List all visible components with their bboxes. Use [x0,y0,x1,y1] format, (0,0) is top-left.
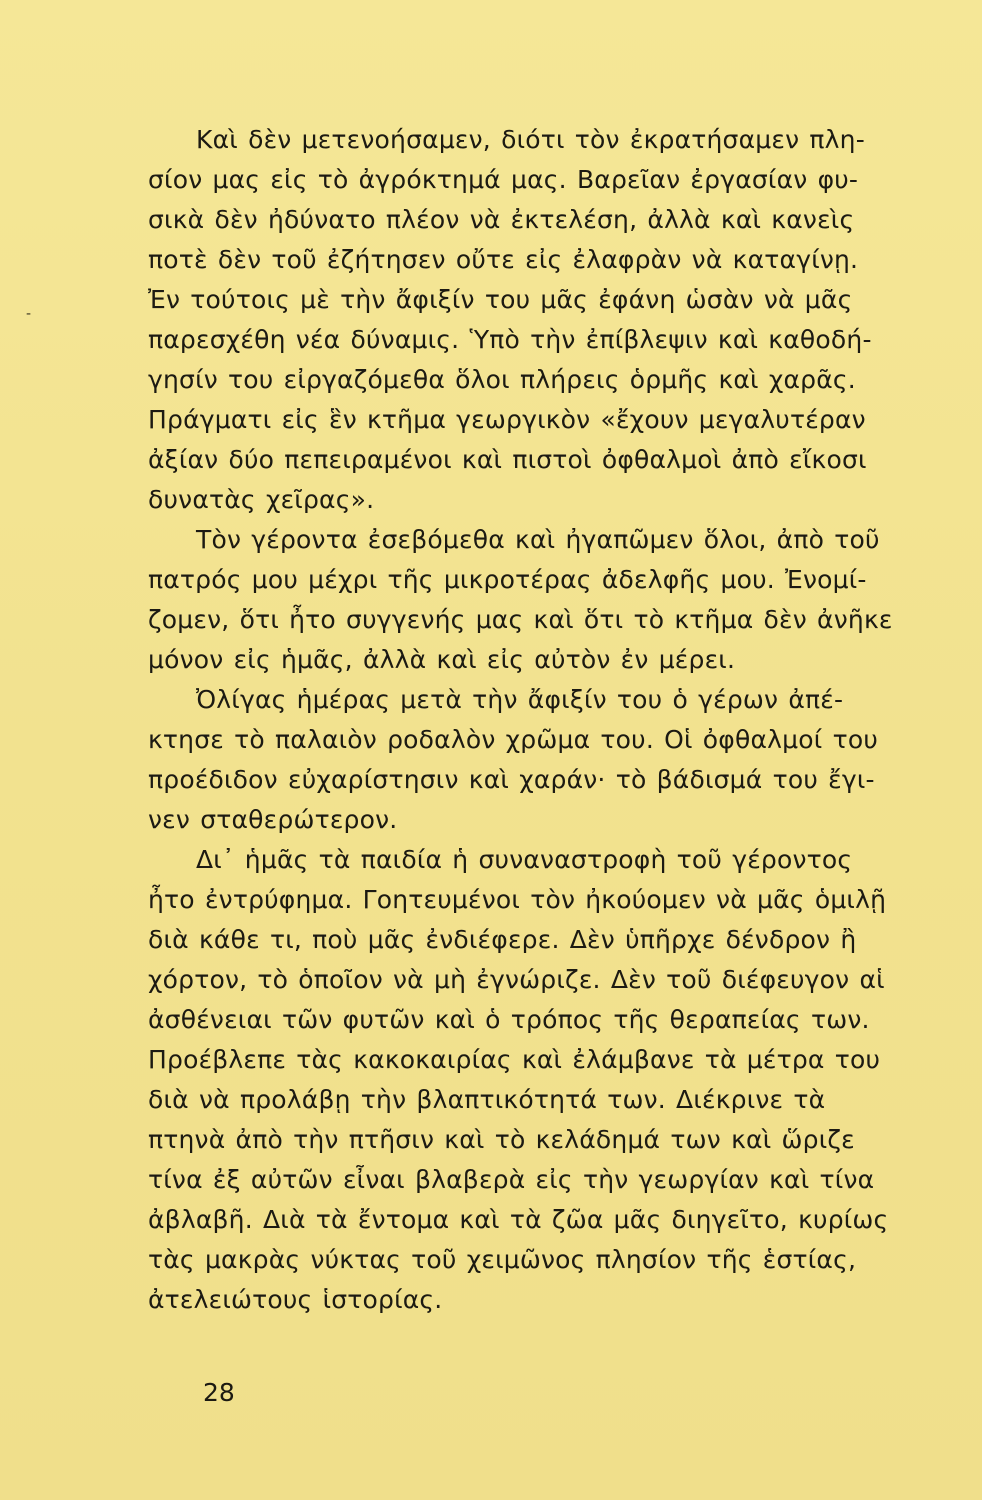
text-line: ποτὲ δὲν τοῦ ἐζήτησεν οὔτε εἰς ἐλαφρὰν νὰ καταγίνῃ. [148,245,859,274]
text-line: πατρός μου μέχρι τῆς μικροτέρας ἀδελφῆς μου. Ἐνομί- [148,565,867,594]
text-line: τίνα ἐξ αὐτῶν εἶναι βλαβερὰ εἰς τὴν γεωργίαν καὶ τίνα [148,1165,875,1194]
text-line: σίον μας εἰς τὸ ἀγρόκτημά μας. Βαρεῖαν ἐργασίαν φυ- [148,165,859,194]
text-line: νεν σταθερώτερον. [148,805,398,834]
text-line: τὰς μακρὰς νύκτας τοῦ χειμῶνος πλησίον τῆς ἑστίας, [148,1245,857,1274]
text-line: μόνον εἰς ἡμᾶς, ἀλλὰ καὶ εἰς αὐτὸν ἐν μέρει. [148,645,736,674]
text-line: ἀσθένειαι τῶν φυτῶν καὶ ὁ τρόπος τῆς θεραπείας των. [148,1005,870,1034]
text-line: Τὸν γέροντα ἐσεβόμεθα καὶ ἠγαπῶμεν ὅλοι, ἀπὸ τοῦ [196,525,880,554]
text-line: Προέβλεπε τὰς κακοκαιρίας καὶ ἐλάμβανε τὰ μέτρα του [148,1045,881,1074]
text-line: ἀτελειώτους ἱστορίας. [148,1285,443,1314]
margin-mark: - [26,306,32,322]
text-line: γησίν του εἰργαζόμεθα ὅλοι πλήρεις ὁρμῆς καὶ χαρᾶς. [148,365,856,394]
text-line: ἦτο ἐντρύφημα. Γοητευμένοι τὸν ἠκούομεν νὰ μᾶς ὁμιλῇ [148,885,887,914]
text-line: πτηνὰ ἀπὸ τὴν πτῆσιν καὶ τὸ κελάδημά των καὶ ὥριζε [148,1125,855,1154]
page-number: 28 [203,1378,235,1407]
text-line: σικὰ δὲν ἠδύνατο πλέον νὰ ἐκτελέση, ἀλλὰ καὶ κανεὶς [148,205,855,234]
text-line: Ἐν τούτοις μὲ τὴν ἄφιξίν του μᾶς ἐφάνη ὡσὰν νὰ μᾶς [148,285,853,314]
text-line: δυνατὰς χεῖρας». [148,485,375,514]
body-text [148,120,893,1320]
text-line: Καὶ δὲν μετενοήσαμεν, διότι τὸν ἐκρατήσαμεν πλη- [196,125,865,154]
text-line: Πράγματι εἰς ἓν κτῆμα γεωργικὸν «ἔχουν μεγαλυτέραν [148,405,866,434]
text-line: διὰ νὰ προλάβῃ τὴν βλαπτικότητά των. Διέκρινε τὰ [148,1085,826,1114]
text-line: προέδιδον εὐχαρίστησιν καὶ χαράν· τὸ βάδισμά του ἔγι- [148,765,875,794]
text-line: διὰ κάθε τι, ποὺ μᾶς ἐνδιέφερε. Δὲν ὑπῆρχε δένδρον ἢ [148,925,857,954]
text-line: κτησε τὸ παλαιὸν ροδαλὸν χρῶμα του. Οἱ ὀφθαλμοί του [148,725,878,754]
text-line: ἀβλαβῆ. Διὰ τὰ ἔντομα καὶ τὰ ζῶα μᾶς διηγεῖτο, κυρίως [148,1205,889,1234]
text-line: παρεσχέθη νέα δύναμις. Ὑπὸ τὴν ἐπίβλεψιν καὶ καθοδή- [148,325,872,354]
text-line: ἀξίαν δύο πεπειραμένοι καὶ πιστοὶ ὀφθαλμοὶ ἀπὸ εἴκοσι [148,445,867,474]
text-line: Ὀλίγας ἡμέρας μετὰ τὴν ἄφιξίν του ὁ γέρων ἀπέ- [196,685,844,714]
text-line: Δι᾽ ἡμᾶς τὰ παιδία ἡ συναναστροφὴ τοῦ γέροντος [196,845,853,874]
text-line: χόρτον, τὸ ὁποῖον νὰ μὴ ἐγνώριζε. Δὲν τοῦ διέφευγον αἱ [148,965,885,994]
text-line: ζομεν, ὅτι ἦτο συγγενής μας καὶ ὅτι τὸ κτῆμα δὲν ἀνῆκε [148,605,893,634]
